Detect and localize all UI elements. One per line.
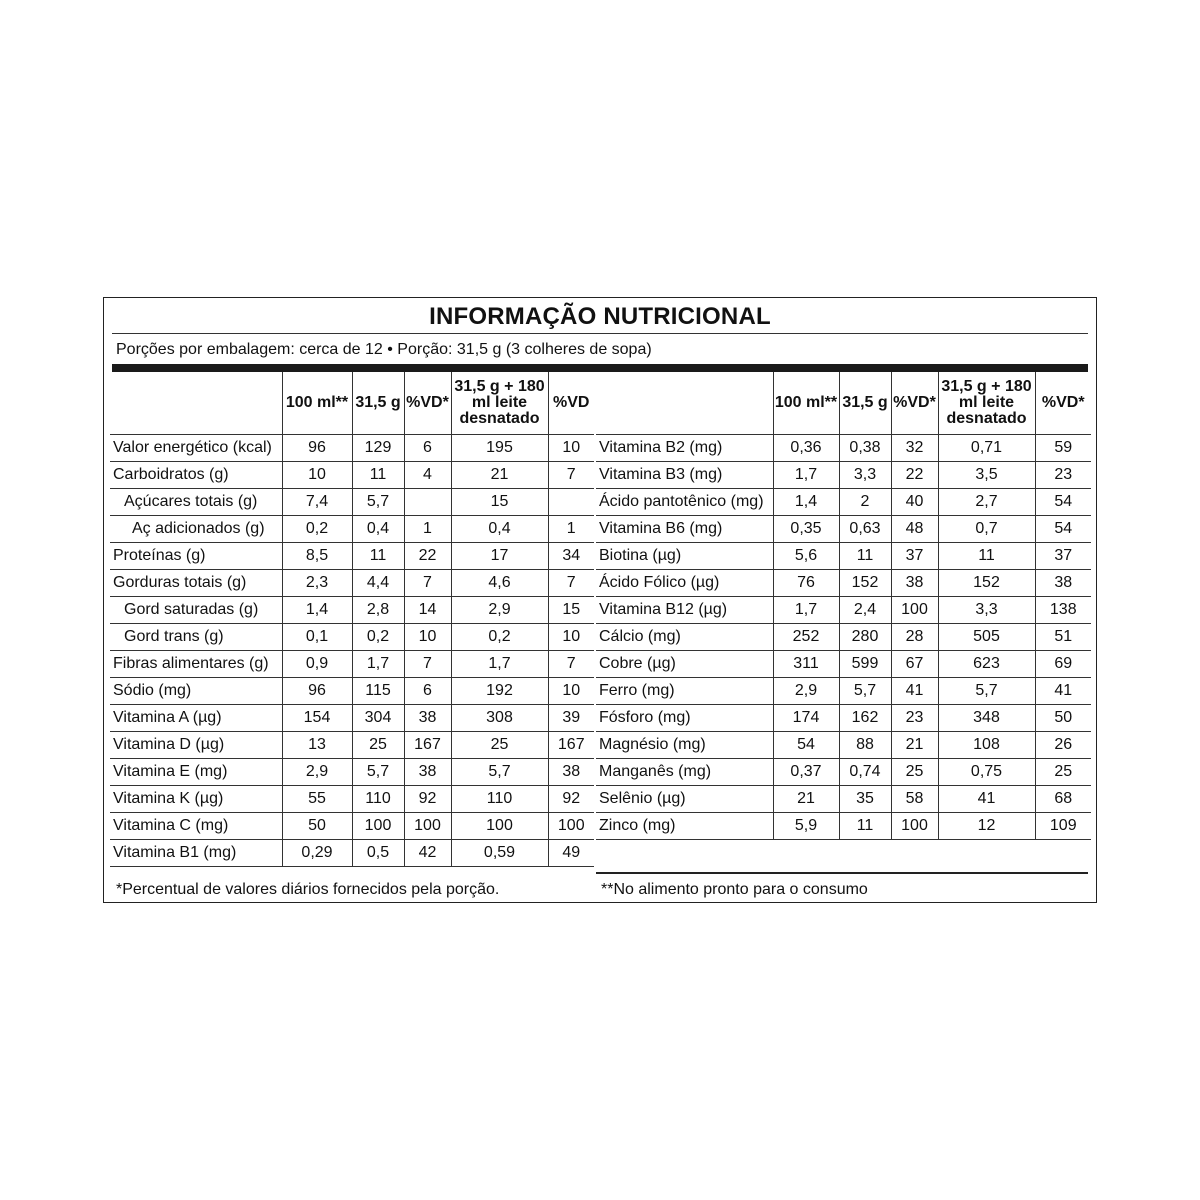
nutrient-value: 2,9 [773,678,839,705]
nutrient-value: 3,5 [938,462,1035,489]
nutrient-value: 38 [404,705,451,732]
nutrient-value: 100 [891,813,938,840]
nutrient-value: 0,59 [451,840,548,867]
nutrient-value: 110 [352,786,404,813]
nutrient-value: 1 [548,516,594,543]
nutrient-value: 4 [404,462,451,489]
table-row [596,462,1091,489]
nutrient-value: 348 [938,705,1035,732]
nutrient-value: 10 [282,462,352,489]
nutrient-value: 7 [548,462,594,489]
left-header-100ml: 100 ml** [282,372,352,435]
table-row [596,732,1091,759]
nutrient-value: 108 [938,732,1035,759]
nutrient-value: 76 [773,570,839,597]
table-row [596,759,1091,786]
table-row [596,813,1091,840]
nutrient-value: 11 [938,543,1035,570]
nutrient-value: 5,6 [773,543,839,570]
table-row [596,651,1091,678]
nutrient-value [548,489,594,516]
left-header-portion: 31,5 g [352,372,404,435]
nutrient-value: 167 [404,732,451,759]
nutrient-value: 167 [548,732,594,759]
nutrient-value: 1 [404,516,451,543]
nutrient-label: Fósforo (mg) [596,705,773,732]
nutrient-label: Vitamina K (µg) [110,786,282,813]
nutrient-value: 50 [282,813,352,840]
nutrient-value: 54 [773,732,839,759]
nutrient-value: 0,4 [451,516,548,543]
nutrient-value: 38 [548,759,594,786]
nutrient-value: 1,7 [352,651,404,678]
nutrient-value: 12 [938,813,1035,840]
nutrient-value: 4,6 [451,570,548,597]
left-header-label [110,372,282,435]
nutrient-value: 505 [938,624,1035,651]
nutrient-value: 2,8 [352,597,404,624]
nutrient-label: Zinco (mg) [596,813,773,840]
nutrient-value: 0,4 [352,516,404,543]
nutrient-value: 2,3 [282,570,352,597]
table-row [596,543,1091,570]
table-row [110,705,594,732]
nutrient-value: 0,2 [352,624,404,651]
nutrient-value: 1,7 [773,597,839,624]
right-nutrient-table [596,372,1091,840]
nutrient-value: 34 [548,543,594,570]
nutrient-value: 37 [891,543,938,570]
table-row [110,759,594,786]
nutrient-value: 0,35 [773,516,839,543]
nutrient-label: Vitamina B1 (mg) [110,840,282,867]
nutrient-value: 32 [891,435,938,462]
nutrient-label: Vitamina B3 (mg) [596,462,773,489]
table-row [596,786,1091,813]
nutrient-value: 623 [938,651,1035,678]
nutrient-label: Sódio (mg) [110,678,282,705]
nutrient-value: 0,75 [938,759,1035,786]
nutrient-value: 23 [891,705,938,732]
nutrient-value: 100 [404,813,451,840]
nutrient-value: 100 [352,813,404,840]
nutrient-value: 0,29 [282,840,352,867]
table-row [110,570,594,597]
nutrient-value: 22 [404,543,451,570]
table-row [596,624,1091,651]
nutrient-value: 54 [1035,489,1091,516]
table-row [110,813,594,840]
nutrient-value: 0,5 [352,840,404,867]
nutrient-value: 49 [548,840,594,867]
nutrient-value: 10 [548,435,594,462]
nutrient-value [404,489,451,516]
nutrient-label: Proteínas (g) [110,543,282,570]
nutrient-label: Valor energético (kcal) [110,435,282,462]
nutrient-value: 110 [451,786,548,813]
nutrient-label: Ácido pantotênico (mg) [596,489,773,516]
nutrient-label: Cobre (µg) [596,651,773,678]
nutrient-value: 308 [451,705,548,732]
nutrient-value: 6 [404,678,451,705]
table-row [596,489,1091,516]
nutrient-value: 10 [548,678,594,705]
nutrient-value: 0,2 [282,516,352,543]
nutrient-value: 599 [839,651,891,678]
table-row [110,516,594,543]
nutrient-value: 48 [891,516,938,543]
nutrient-value: 100 [891,597,938,624]
nutrient-value: 154 [282,705,352,732]
nutrient-value: 22 [891,462,938,489]
nutrient-value: 15 [548,597,594,624]
nutrient-value: 1,7 [773,462,839,489]
nutrient-value: 129 [352,435,404,462]
nutrient-value: 41 [1035,678,1091,705]
nutrient-value: 38 [404,759,451,786]
nutrient-value: 55 [282,786,352,813]
nutrient-value: 304 [352,705,404,732]
table-row [596,570,1091,597]
nutrient-value: 41 [891,678,938,705]
nutrient-value: 311 [773,651,839,678]
nutrient-value: 25 [451,732,548,759]
nutrient-value: 11 [352,543,404,570]
nutrient-value: 2 [839,489,891,516]
nutrient-value: 69 [1035,651,1091,678]
nutrient-value: 1,7 [451,651,548,678]
nutrient-value: 7 [548,651,594,678]
table-row [110,489,594,516]
portion-info: Porções por embalagem: cerca de 12 • Porção: 31,5 g (3 colheres de sopa) [116,341,652,358]
nutrient-label: Vitamina D (µg) [110,732,282,759]
nutrient-value: 2,4 [839,597,891,624]
nutrient-value: 5,7 [938,678,1035,705]
nutrient-value: 0,63 [839,516,891,543]
nutrient-value: 21 [891,732,938,759]
footnote-daily-values: *Percentual de valores diários fornecidos pela porção. [116,881,500,898]
nutrient-value: 138 [1035,597,1091,624]
nutrient-value: 7,4 [282,489,352,516]
nutrient-value: 0,36 [773,435,839,462]
nutrient-value: 51 [1035,624,1091,651]
nutrient-label: Gorduras totais (g) [110,570,282,597]
left-header-portion-milk: 31,5 g + 180 ml leite desnatado [451,372,548,435]
nutrient-value: 3,3 [839,462,891,489]
nutrient-value: 3,3 [938,597,1035,624]
nutrient-value: 100 [451,813,548,840]
nutrient-value: 152 [839,570,891,597]
nutrient-value: 2,9 [282,759,352,786]
nutrient-value: 2,7 [938,489,1035,516]
nutrient-value: 39 [548,705,594,732]
nutrient-value: 0,9 [282,651,352,678]
nutrient-label: Carboidratos (g) [110,462,282,489]
left-header-vd-milk: %VD [548,372,594,435]
table-row [596,678,1091,705]
nutrient-value: 25 [352,732,404,759]
nutrition-facts-panel [103,297,1097,903]
nutrient-value: 38 [1035,570,1091,597]
right-header-portion: 31,5 g [839,372,891,435]
table-row [110,435,594,462]
right-header-vd-portion: %VD* [891,372,938,435]
nutrient-value: 0,1 [282,624,352,651]
nutrient-value: 5,7 [451,759,548,786]
nutrient-label: Manganês (mg) [596,759,773,786]
nutrient-value: 11 [839,543,891,570]
nutrient-label: Vitamina C (mg) [110,813,282,840]
table-row [110,732,594,759]
nutrient-value: 11 [839,813,891,840]
table-row [110,786,594,813]
nutrient-value: 15 [451,489,548,516]
nutrient-label: Vitamina A (µg) [110,705,282,732]
nutrient-value: 0,38 [839,435,891,462]
nutrient-value: 40 [891,489,938,516]
nutrient-value: 0,71 [938,435,1035,462]
nutrient-label: Magnésio (mg) [596,732,773,759]
nutrient-value: 1,4 [282,597,352,624]
nutrient-value: 21 [451,462,548,489]
nutrient-value: 7 [404,570,451,597]
nutrient-value: 42 [404,840,451,867]
right-header-portion-milk: 31,5 g + 180 ml leite desnatado [938,372,1035,435]
right-header-label [596,372,773,435]
nutrient-value: 5,7 [839,678,891,705]
nutrient-value: 54 [1035,516,1091,543]
left-nutrient-table [110,372,594,867]
nutrient-label: Açúcares totais (g) [110,489,282,516]
nutrient-value: 25 [1035,759,1091,786]
table-row [596,705,1091,732]
nutrient-value: 7 [404,651,451,678]
right-header-100ml: 100 ml** [773,372,839,435]
nutrient-value: 280 [839,624,891,651]
nutrient-value: 10 [548,624,594,651]
nutrient-label: Ácido Fólico (µg) [596,570,773,597]
nutrient-label: Gord saturadas (g) [110,597,282,624]
nutrient-value: 8,5 [282,543,352,570]
nutrient-label: Vitamina B6 (mg) [596,516,773,543]
nutrient-value: 115 [352,678,404,705]
table-row [110,543,594,570]
nutrient-value: 13 [282,732,352,759]
nutrient-label: Selênio (µg) [596,786,773,813]
nutrient-value: 96 [282,678,352,705]
footnote-ready-to-eat: **No alimento pronto para o consumo [601,881,868,898]
nutrient-value: 0,74 [839,759,891,786]
nutrient-value: 4,4 [352,570,404,597]
nutrient-value: 41 [938,786,1035,813]
right-header-row [596,372,1091,435]
nutrient-value: 25 [891,759,938,786]
nutrient-value: 0,2 [451,624,548,651]
nutrient-value: 2,9 [451,597,548,624]
nutrient-value: 17 [451,543,548,570]
nutrient-value: 50 [1035,705,1091,732]
nutrient-label: Ferro (mg) [596,678,773,705]
nutrient-label: Vitamina B12 (µg) [596,597,773,624]
table-row [110,624,594,651]
nutrient-value: 92 [404,786,451,813]
nutrient-value: 174 [773,705,839,732]
nutrient-label: Cálcio (mg) [596,624,773,651]
nutrient-value: 195 [451,435,548,462]
nutrient-value: 37 [1035,543,1091,570]
nutrient-value: 23 [1035,462,1091,489]
nutrient-value: 152 [938,570,1035,597]
nutrient-label: Aç adicionados (g) [110,516,282,543]
left-header-vd-portion: %VD* [404,372,451,435]
nutrient-label: Vitamina B2 (mg) [596,435,773,462]
nutrient-value: 6 [404,435,451,462]
nutrient-value: 26 [1035,732,1091,759]
nutrient-value: 7 [548,570,594,597]
thick-divider [112,364,1088,372]
nutrient-value: 162 [839,705,891,732]
nutrient-value: 0,37 [773,759,839,786]
table-row [596,435,1091,462]
nutrient-value: 192 [451,678,548,705]
nutrient-value: 21 [773,786,839,813]
nutrient-label: Gord trans (g) [110,624,282,651]
left-header-row [110,372,594,435]
table-row [110,840,594,867]
nutrient-value: 96 [282,435,352,462]
nutrient-value: 38 [891,570,938,597]
table-row [596,516,1091,543]
nutrient-value: 92 [548,786,594,813]
nutrient-label: Biotina (µg) [596,543,773,570]
nutrient-value: 100 [548,813,594,840]
nutrient-value: 11 [352,462,404,489]
nutrient-value: 59 [1035,435,1091,462]
nutrient-value: 252 [773,624,839,651]
nutrient-value: 0,7 [938,516,1035,543]
nutrient-value: 109 [1035,813,1091,840]
table-row [110,651,594,678]
table-row [110,597,594,624]
table-row [110,678,594,705]
footnote-divider [596,872,1088,874]
nutrient-value: 58 [891,786,938,813]
nutrient-label: Fibras alimentares (g) [110,651,282,678]
nutrient-value: 5,7 [352,759,404,786]
nutrient-value: 35 [839,786,891,813]
nutrient-label: Vitamina E (mg) [110,759,282,786]
table-row [596,597,1091,624]
title-divider [112,333,1088,334]
nutrient-value: 88 [839,732,891,759]
nutrient-value: 28 [891,624,938,651]
nutrient-value: 68 [1035,786,1091,813]
nutrient-value: 10 [404,624,451,651]
nutrient-value: 5,9 [773,813,839,840]
nutrient-value: 14 [404,597,451,624]
nutrient-value: 5,7 [352,489,404,516]
panel-title: INFORMAÇÃO NUTRICIONAL [429,303,771,330]
table-row [110,462,594,489]
right-header-vd-milk: %VD* [1035,372,1091,435]
nutrient-value: 1,4 [773,489,839,516]
nutrient-value: 67 [891,651,938,678]
